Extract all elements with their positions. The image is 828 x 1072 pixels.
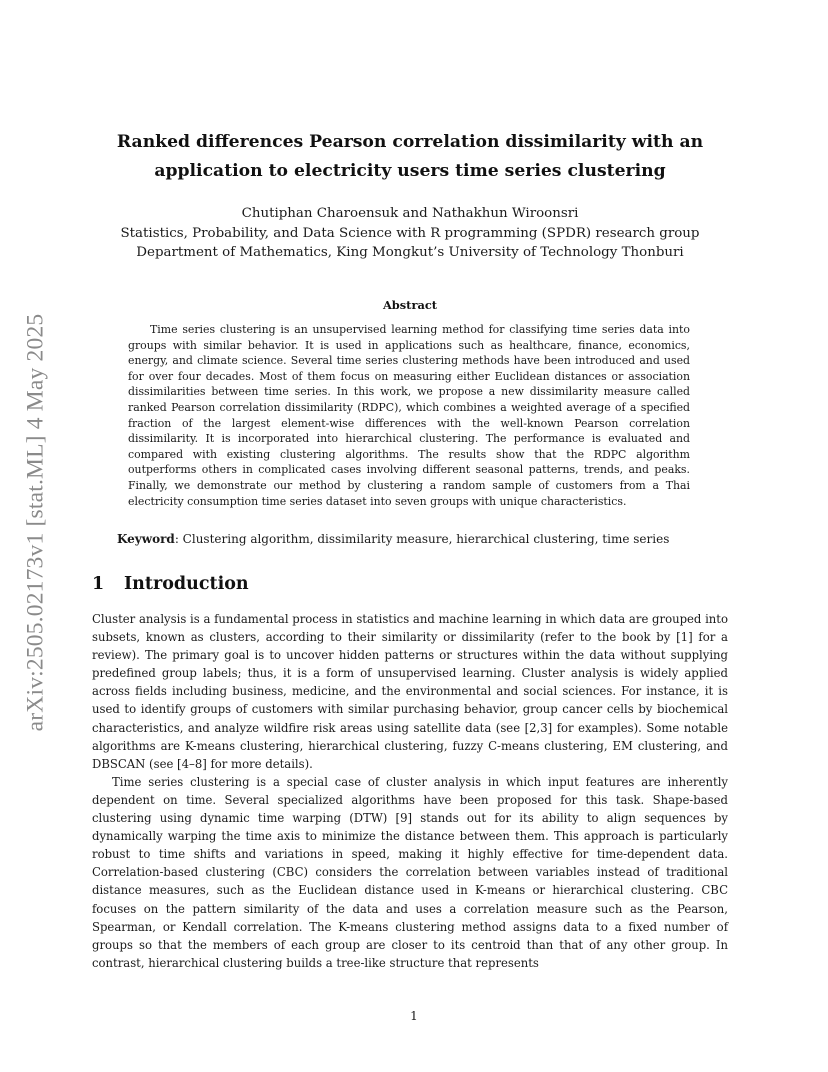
affiliation-line-2: Department of Mathematics, King Mongkut’s University of Technology Thonburi bbox=[136, 245, 684, 260]
abstract-heading: Abstract bbox=[382, 298, 438, 312]
section-number: 1 bbox=[92, 574, 105, 594]
paragraph: Cluster analysis is a fundamental process in statistics and machine learning in which data are grouped into subsets, known as clusters, according to their similarity or dissimilarity (refer to the book by [1] for a review). The primary goal is to uncover hidden patterns or structures within the data without supplying predefined group labels; thus, it is a form of unsupervised learning. Cluster analysis is widely applied across fields including business, medicine, and the environmental and social sciences. For instance, it is used to identify groups of customers with similar purchasing behavior, group cancer cells by biochemical characteristics, and analyze wildfire risk areas using satellite data (see [2,3] for examples). Some notable algorithms are K-means clustering, hierarchical clustering, fuzzy C-means clustering, EM clustering, and DBSCAN (see [4–8] for more details). bbox=[92, 612, 728, 771]
abstract-text: Time series clustering is an unsupervised learning method for classifying time series data into groups with similar behavior. It is used in applications such as healthcare, finance, economics, energy, and climate science. Several time series clustering methods have been introduced and used for over four decades. Most of them focus on measuring either Euclidean distances or association dissimilarities between time series. In this work, we propose a new dissimilarity measure called ranked Pearson correlation dissimilarity (RDPC), which combines a weighted average of a specified fraction of the largest element-wise differences with the well-known Pearson correlation dissimilarity. It is incorporated into hierarchical clustering. The performance is evaluated and compared with existing clustering algorithms. The results show that the RDPC algorithm outperforms others in complicated cases involving different seasonal patterns, trends, and peaks. Finally, we demonstrate our method by clustering a random sample of customers from a Thai electricity consumption time series dataset into seven groups with unique characteristics. bbox=[128, 323, 690, 508]
keyword-list: : Clustering algorithm, dissimilarity measure, hierarchical clustering, time series bbox=[174, 532, 670, 546]
author-block bbox=[92, 204, 728, 263]
section-title: Introduction bbox=[124, 574, 249, 594]
paragraph: Time series clustering is a special case of cluster analysis in which input features are inherently dependent on time. Several specialized algorithms have been proposed for this task. Shape-based clustering using dynamic time warping (DTW) [9] stands out for its ability to align sequences by dynamically warping the time axis to minimize the distance between them. This approach is particularly robust to time shifts and variations in speed, making it highly effective for time-dependent data. Correlation-based clustering (CBC) considers the correlation between variables instead of traditional distance measures, such as the Euclidean distance used in K-means or hierarchical clustering. CBC focuses on the pattern similarity of the data and uses a correlation measure such as the Pearson, Spearman, or Kendall correlation. The K-means clustering method assigns data to a fixed number of groups so that the members of each group are closer to its centroid than that of any other group. In contrast, hierarchical clustering builds a tree-like structure that represents bbox=[92, 774, 728, 970]
keyword-line bbox=[117, 531, 717, 547]
author-names: Chutiphan Charoensuk and Nathakhun Wiroonsri bbox=[241, 206, 579, 221]
affiliation-line-1: Statistics, Probability, and Data Science with R programming (SPDR) research group bbox=[120, 225, 700, 241]
arxiv-side-stamp bbox=[18, 280, 54, 764]
section-heading-introduction bbox=[92, 572, 728, 596]
page-number: 1 bbox=[410, 1009, 418, 1023]
keyword-label: Keyword bbox=[117, 532, 175, 546]
arxiv-identifier: arXiv:2505.02173v1 [stat.ML] 4 May 2025 bbox=[22, 313, 49, 731]
paper-title: Ranked differences Pearson correlation dissimilarity with an application to electricity users time series clustering bbox=[116, 132, 704, 181]
introduction-body bbox=[92, 610, 728, 972]
